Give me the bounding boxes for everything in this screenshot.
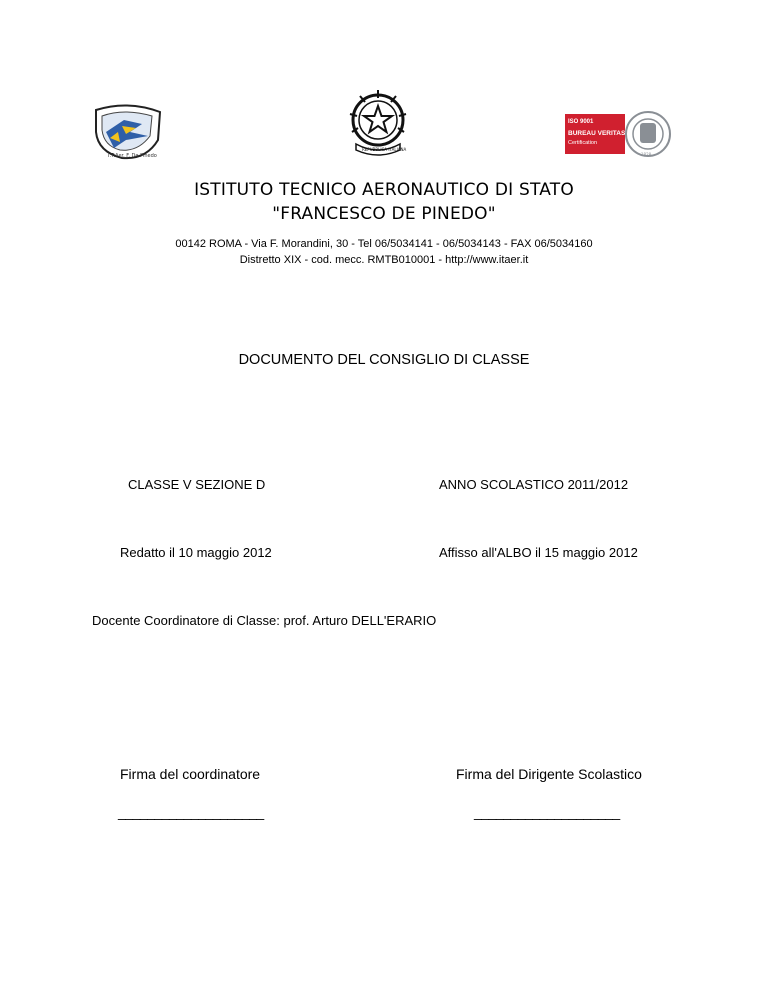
emblem-ribbon-text: REPUBBLICA ITALIANA (362, 147, 407, 152)
school-aircraft-logo-icon (92, 102, 164, 162)
seal-year: 1828 (641, 152, 652, 157)
coordinator-signature-line: ____________________ (118, 804, 264, 820)
principal-signature-label: Firma del Dirigente Scolastico (456, 766, 642, 782)
school-district-info: Distretto XIX - cod. mecc. RMTB010001 - http://www.itaer.it (239, 254, 529, 266)
italian-republic-emblem-icon (344, 86, 412, 160)
bureau-veritas-label: BUREAU VERITAS (568, 130, 626, 137)
school-year: ANNO SCOLASTICO 2011/2012 (439, 477, 629, 492)
certification-logo (565, 108, 671, 160)
school-dedication: "FRANCESCO DE PINEDO" (272, 204, 496, 224)
school-name: ISTITUTO TECNICO AERONAUTICO DI STATO (194, 180, 574, 200)
bureau-veritas-certification-icon (565, 108, 671, 160)
principal-signature-line: ____________________ (474, 804, 620, 820)
school-address: 00142 ROMA - Via F. Morandini, 30 - Tel 06/5034141 - 06/5034143 - FAX 06/5034160 (175, 238, 593, 250)
school-logo (92, 102, 164, 162)
republic-emblem (344, 86, 412, 160)
school-logo-text: I.T.Aer. F. De Pinedo (108, 153, 157, 159)
posted-date: Affisso all'ALBO il 15 maggio 2012 (439, 545, 638, 560)
coordinator-signature-label: Firma del coordinatore (120, 766, 261, 782)
class-section: CLASSE V SEZIONE D (128, 477, 266, 492)
iso-label: ISO 9001 (568, 119, 594, 125)
drafted-date: Redatto il 10 maggio 2012 (120, 545, 272, 560)
class-coordinator: Docente Coordinatore di Classe: prof. Arturo DELL'ERARIO (92, 613, 437, 628)
document-title: DOCUMENTO DEL CONSIGLIO DI CLASSE (238, 352, 530, 368)
certification-label: Certification (568, 140, 598, 146)
